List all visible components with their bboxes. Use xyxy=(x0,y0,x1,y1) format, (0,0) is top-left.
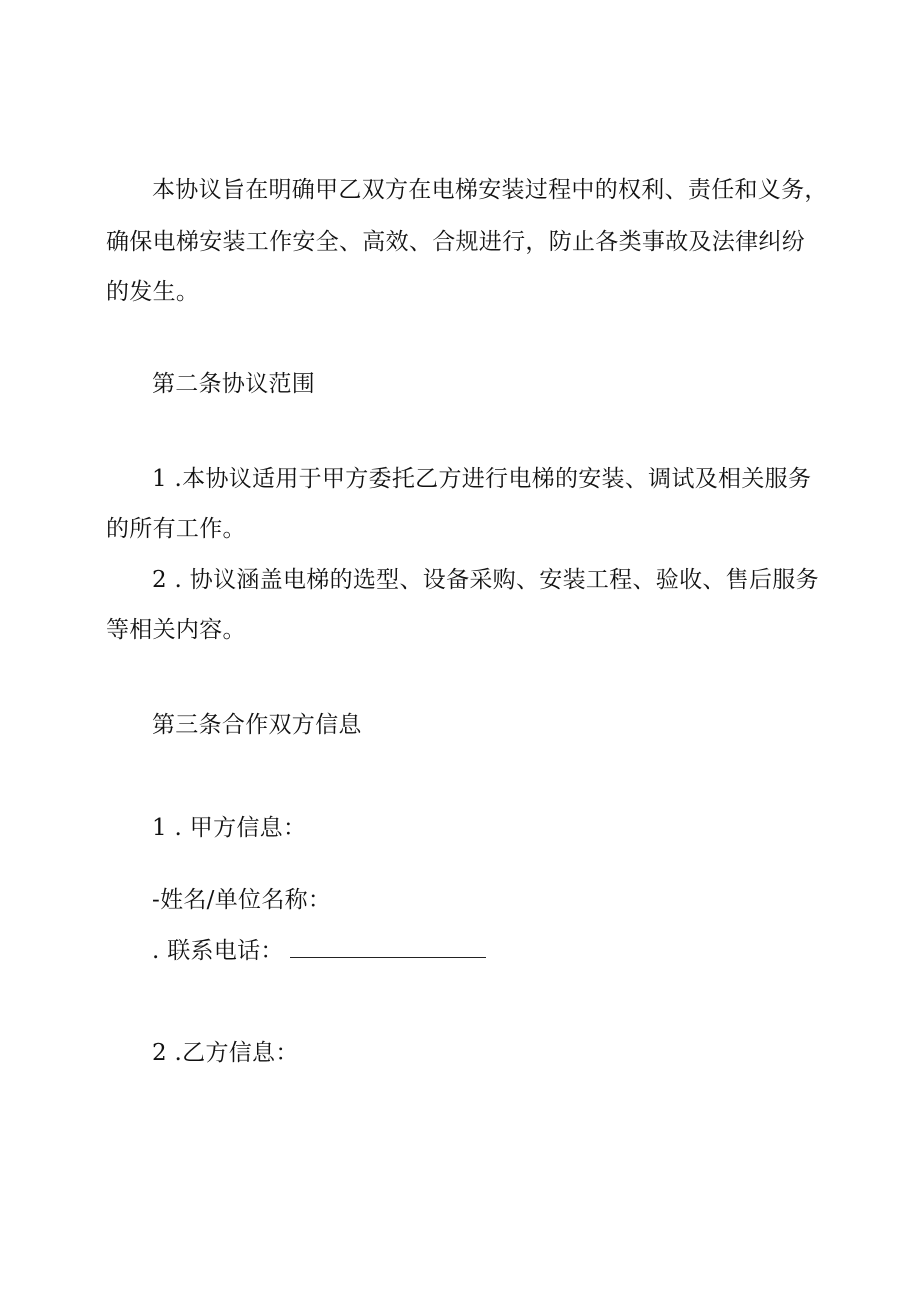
article-2-item-1-line-2: 的所有工作。 xyxy=(106,516,246,542)
intro-line-2: 确保电梯安装工作安全、高效、合规进行，防止各类事故及法律纠纷 xyxy=(106,229,805,255)
party-a-phone-row xyxy=(152,937,486,965)
party-a-heading: 1 . 甲方信息： xyxy=(152,815,307,841)
party-a-name-label: -姓名/单位名称： xyxy=(152,887,332,913)
article-2-heading: 第二条协议范围 xyxy=(152,371,316,397)
article-2-item-1-line-1: 1 .本协议适用于甲方委托乙方进行电梯的安装、调试及相关服务 xyxy=(152,466,812,492)
article-2-item-2-line-2: 等相关内容。 xyxy=(106,617,246,643)
party-a-phone-blank xyxy=(290,937,486,958)
article-2-item-2-line-1: 2 . 协议涵盖电梯的选型、设备采购、安装工程、验收、售后服务 xyxy=(152,567,819,593)
party-b-heading: 2 .乙方信息： xyxy=(152,1040,299,1066)
party-a-phone-label: . 联系电话： xyxy=(152,938,284,964)
intro-line-1: 本协议旨在明确甲乙双方在电梯安装过程中的权利、责任和义务， xyxy=(152,177,828,203)
intro-line-3: 的发生。 xyxy=(106,279,200,305)
article-3-heading: 第三条合作双方信息 xyxy=(152,712,362,738)
